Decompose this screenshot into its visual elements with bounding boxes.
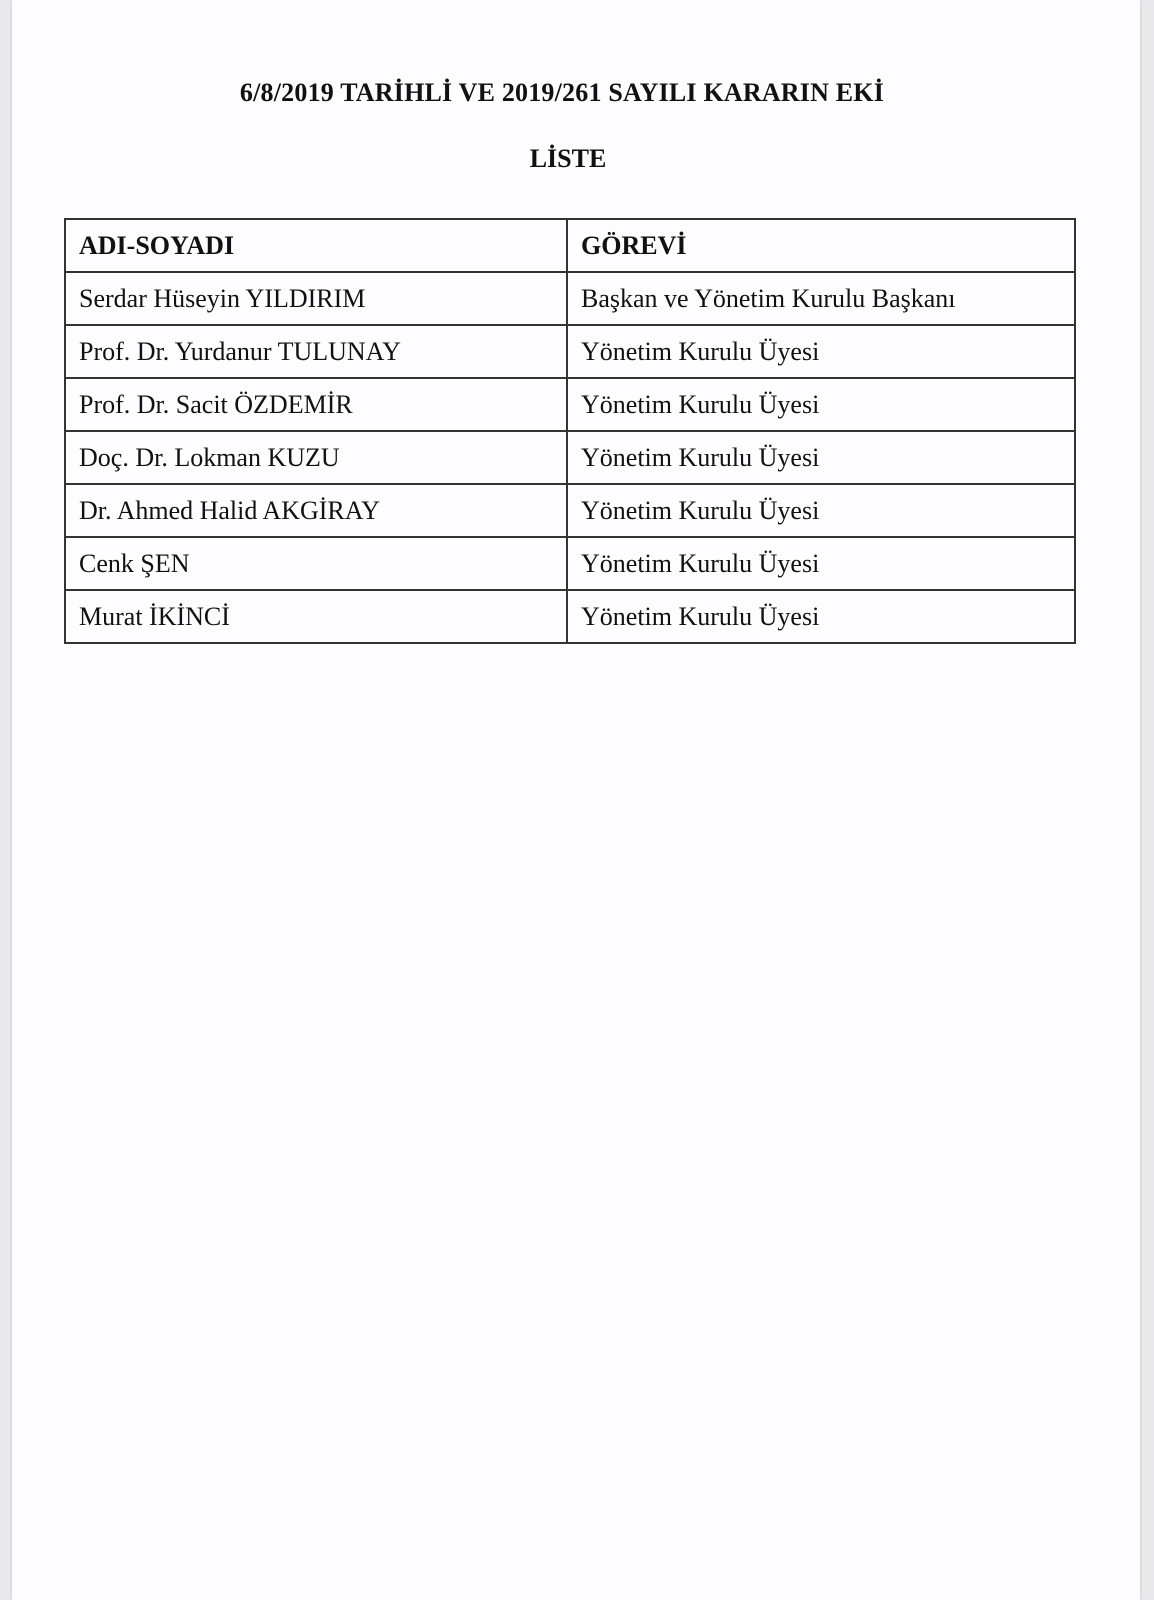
member-name: Serdar Hüseyin YILDIRIM [65,272,567,325]
table-row [65,325,1075,378]
member-name: Prof. Dr. Sacit ÖZDEMİR [65,378,567,431]
member-role: Yönetim Kurulu Üyesi [567,325,1075,378]
header-name: ADI-SOYADI [65,219,567,272]
table-row [65,272,1075,325]
table-row [65,590,1075,643]
member-role: Yönetim Kurulu Üyesi [567,378,1075,431]
member-name: Dr. Ahmed Halid AKGİRAY [65,484,567,537]
member-role: Yönetim Kurulu Üyesi [567,590,1075,643]
member-role: Yönetim Kurulu Üyesi [567,431,1075,484]
member-role: Yönetim Kurulu Üyesi [567,537,1075,590]
members-table [64,218,1076,644]
member-role: Başkan ve Yönetim Kurulu Başkanı [567,272,1075,325]
document-title: 6/8/2019 TARİHLİ VE 2019/261 SAYILI KARARIN EKİ [239,78,885,107]
member-name: Prof. Dr. Yurdanur TULUNAY [65,325,567,378]
table-row [65,378,1075,431]
document-subtitle: LİSTE [529,144,607,173]
member-name: Cenk ŞEN [65,537,567,590]
header-role: GÖREVİ [567,219,1075,272]
member-name: Murat İKİNCİ [65,590,567,643]
document-page [12,0,1140,1600]
table-header-row [65,219,1075,272]
table-row [65,484,1075,537]
table-row [65,431,1075,484]
member-name: Doç. Dr. Lokman KUZU [65,431,567,484]
table-row [65,537,1075,590]
member-role: Yönetim Kurulu Üyesi [567,484,1075,537]
